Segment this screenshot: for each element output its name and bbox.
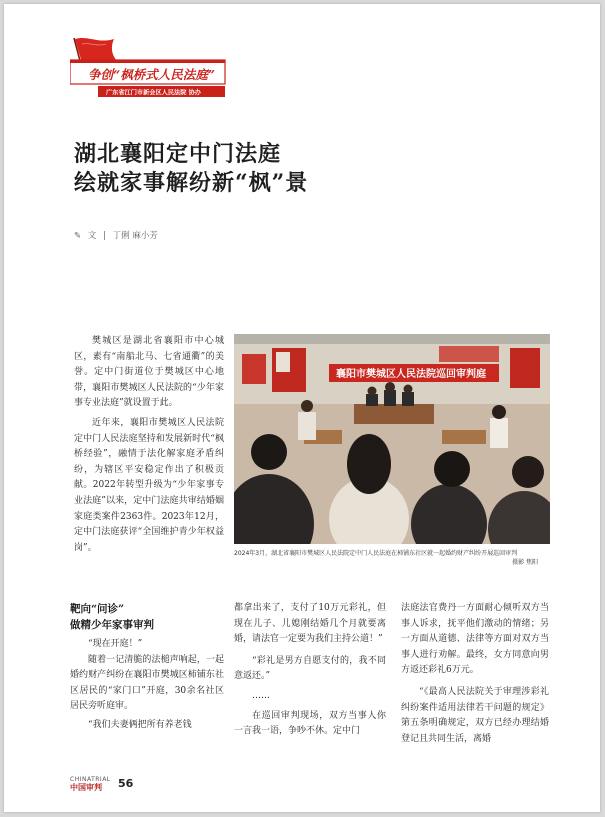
- page-footer: [70, 776, 134, 794]
- article-title-line1: 湖北襄阳定中门法庭: [74, 141, 282, 167]
- page: [4, 4, 600, 812]
- page-number: 56: [118, 777, 134, 790]
- paragraph: “我们夫妻俩把所有养老钱: [88, 719, 192, 730]
- paragraph: “《最高人民法院关于审理涉彩礼纠纷案件适用法律若干问题的规定》第五条明确规定，双方已经办理结婚登记且共同生活，离婚: [401, 686, 549, 744]
- banner-subtitle: 广东省江门市新会区人民法院 协办: [106, 89, 201, 97]
- photo-banner-text: 襄阳市樊城区人民法院巡回审判庭: [336, 369, 486, 380]
- photo-caption: [234, 549, 550, 566]
- byline-separator: |: [103, 231, 106, 241]
- byline: [74, 229, 162, 241]
- article-title-line2: 绘就家事解纷新“枫”景: [74, 170, 309, 196]
- byline-prefix: 文: [87, 231, 97, 241]
- paragraph: 法庭法官费丹一方面耐心倾听双方当事人诉求，抚平他们激动的情绪；另一方面从道德、法律等方面对双方当事人进行劝解。最终，女方同意向男方返还彩礼6万元。: [401, 603, 549, 676]
- paragraph: ……: [252, 690, 270, 701]
- paragraph: “彩礼是男方自愿支付的，我不同意返还。”: [234, 655, 386, 682]
- column-2-text: [234, 601, 386, 740]
- photo-caption-text: 2024年3月，湖北省襄阳市樊城区人民法院定中门人民法庭在柿铺东社区就一起婚约财产纠纷开展巡回审判: [234, 550, 518, 557]
- byline-authors: 丁俐 麻小芳: [112, 231, 158, 241]
- magazine-brand-en: CHINATRIAL: [70, 776, 111, 783]
- paragraph: “现在开庭！”: [88, 639, 143, 649]
- subhead-line2: 做精少年家事审判: [70, 619, 154, 631]
- column-3-text: [401, 601, 549, 747]
- pen-icon: ✎: [74, 231, 82, 241]
- magazine-brand-cn: 中国审判: [70, 782, 102, 792]
- column-1b-text: [70, 637, 224, 734]
- article-title: [74, 140, 308, 198]
- court-hearing-photo: [234, 334, 550, 544]
- column-banner: [70, 36, 230, 106]
- paragraph: 随着一记清脆的法槌声响起，一起婚约财产纠纷在襄阳市樊城区柿铺东社区居民的“家门口”开庭，30余名社区居民旁听庭审。: [70, 654, 224, 712]
- section-subhead: [70, 601, 154, 633]
- column-1-text: [74, 334, 224, 556]
- paragraph: 樊城区是湖北省襄阳市中心城区，素有“南船北马、七省通衢”的美誉。定中门街道位于樊城区中心地带，襄阳市樊城区人民法院的“少年家事专业法庭”就设置于此。: [74, 336, 224, 409]
- paragraph: 都拿出来了，支付了10万元彩礼，但现在儿子、儿媳刚结婚几个月就要离婚，请法官一定要为我们主持公道！”: [234, 603, 386, 645]
- paragraph: 近年来，襄阳市樊城区人民法院定中门人民法庭坚持和发展新时代“枫桥经验”，融情于法化解家庭矛盾纠纷，为辖区平安稳定作出了积极贡献。2022年转型升级为“少年家事专业法庭”以来，定中门法庭共审结婚姻家庭类案件2363件。2023年12月，定中门法庭获评“全国维护青少年权益岗”。: [74, 417, 224, 553]
- photo-credit: 摄影 焦阳: [512, 559, 538, 566]
- subhead-line1: 靶向“问诊”: [70, 603, 125, 615]
- banner-title: 争创“枫桥式人民法庭”: [88, 67, 215, 82]
- paragraph: 在巡回审判现场，双方当事人你一言我一语，争吵不休。定中门: [234, 710, 386, 737]
